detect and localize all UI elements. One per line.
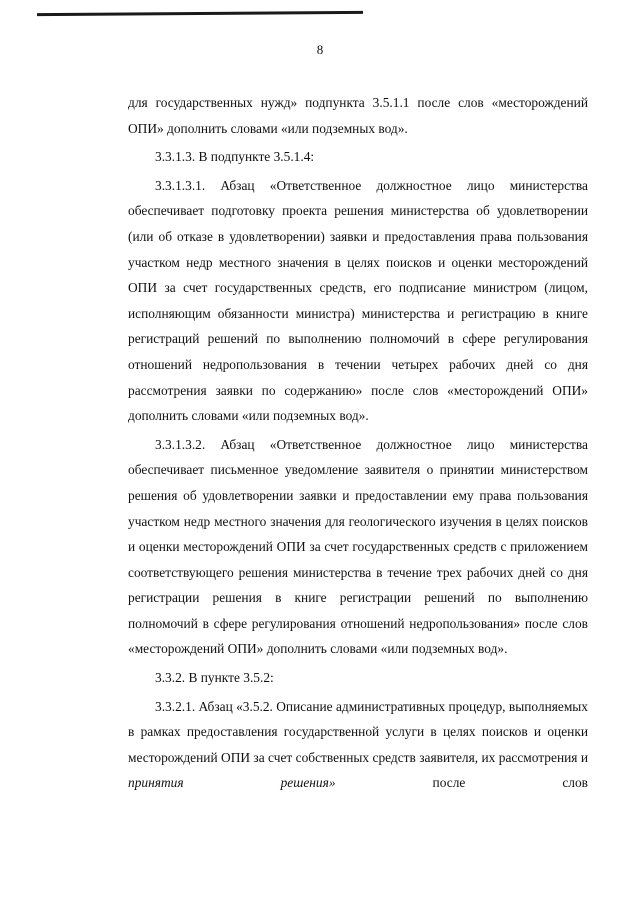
paragraph-3-3-2: 3.3.2. В пункте 3.5.2: xyxy=(155,670,274,686)
paragraph-3-3-1-3-2: 3.3.1.3.2. Абзац «Ответственное должностное лицо министерства обеспечивает письменное уведомление заявителя о принятии министерством решения об удовлетворении заявки и предоставлении ему права пользования участком недр местного значения для геологического изучения в целях поисков и оценки месторождений ОПИ за счет государственных средств с приложением соответствующего решения министерства в течение трех рабочих дней со дня регистрации решения в книге регистрации решений по выполнению полномочий в сфере регулирования отношений недропользования» после слов «месторождений ОПИ» дополнить словами «или подземных вод». xyxy=(128,436,588,657)
paragraph-continuation: для государственных нужд» подпункта 3.5.1.1 после слов «месторождений ОПИ» дополнить словами «или подземных вод». xyxy=(128,95,588,136)
paragraph-3-3-1-3: 3.3.1.3. В подпункте 3.5.1.4: xyxy=(155,149,315,165)
paragraph-3-3-2-1-tail: после слов xyxy=(335,775,588,791)
paragraph-3-3-2-1-italic: принятия решения» xyxy=(128,775,336,791)
document-body xyxy=(128,90,588,796)
paragraph-3-3-2-1 xyxy=(128,694,588,796)
paragraph-3-3-2-1-text: 3.3.2.1. Абзац «3.5.2. Описание административных процедур, выполняемых в рамках предоставления государственной услуги в целях поисков и оценки месторождений ОПИ за счет собственных средств заявителя, их рассмотрения и xyxy=(128,698,588,765)
paragraph-3-3-1-3-1: 3.3.1.3.1. Абзац «Ответственное должностное лицо министерства обеспечивает подготовку проекта решения министерства об удовлетворении (или об отказе в удовлетворении) заявки и предоставления права пользования участком недр местного значения в целях поисков и оценки месторождений ОПИ за счет государственных средств, его подписание министром (лицом, исполняющим обязанности министра) министерства и регистрацию в книге регистраций решений по выполнению полномочий в сфере регулирования отношений недропользования в течении четырех рабочих дней со дня рассмотрения заявки по содержанию» после слов «месторождений ОПИ» дополнить словами «или подземных вод». xyxy=(128,177,588,424)
page-number: 8 xyxy=(316,42,324,57)
top-rule xyxy=(37,11,363,16)
